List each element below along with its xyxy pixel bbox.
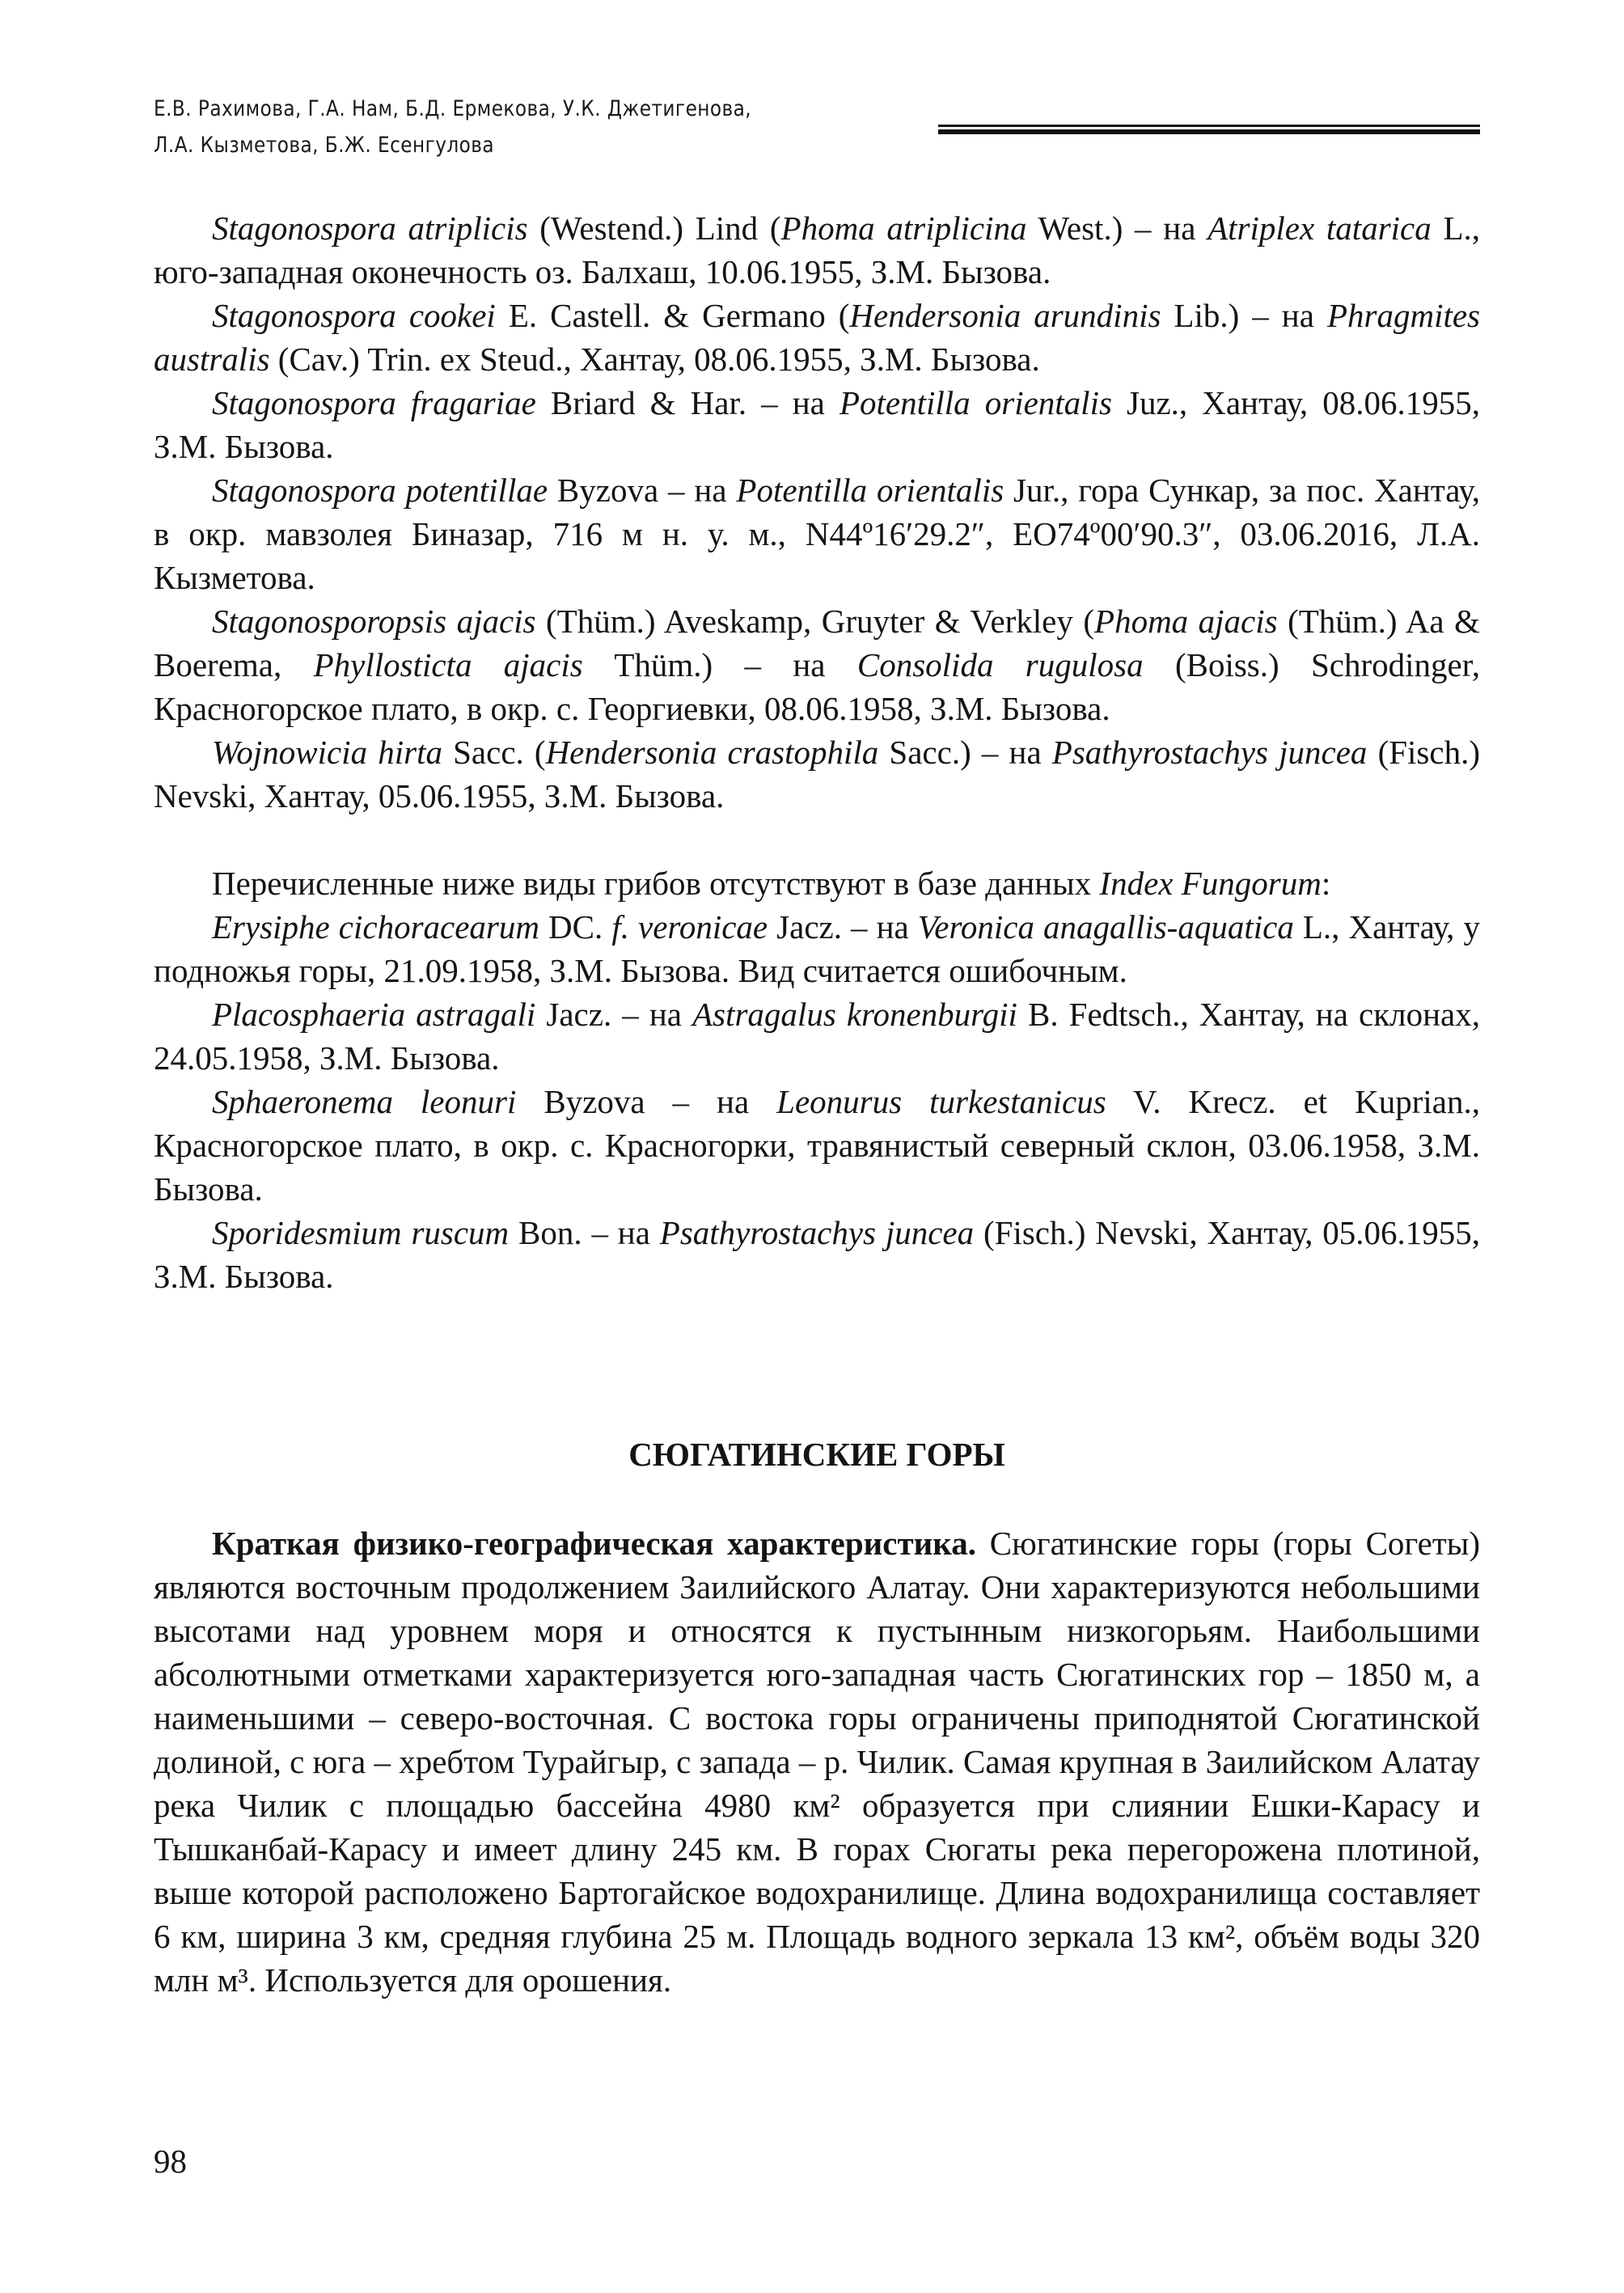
authors-line-2: Л.А. Кызметова, Б.Ж. Есенгулова [154,133,495,158]
running-header [154,91,1480,171]
species-entry: Stagonosporopsis ajacis (Thüm.) Aveskamp, Gruyter & Verkley (Phoma ajacis (Thüm.) Aa & Boerema, Phyllosticta ajacis Thüm.) – на Consolida rugulosa (Boiss.) Schrodinger, Красногорское плато, в окр. с. Георгиевки, 08.06.1958, З.М. Бызова. [154,603,1480,727]
species-entry: Stagonospora fragariae Briard & Har. – на Potentilla orientalis Juz., Хантау, 08.06.1955, З.М. Бызова. [154,384,1480,465]
species-entry: Erysiphe cichoracearum DC. f. veronicae Jacz. – на Veronica anagallis-aquatica L., Хантау, у подножья горы, 21.09.1958, З.М. Бызова. Вид считается ошибочным. [154,908,1480,989]
species-entry: Stagonospora atriplicis (Westend.) Lind (Phoma atriplicina West.) – на Atriplex tatarica L., юго-западная оконечность оз. Балхаш, 10.06.1955, З.М. Бызова. [154,209,1480,290]
authors [154,91,751,163]
page-number: 98 [154,2143,187,2180]
authors-line-1: Е.В. Рахимова, Г.А. Нам, Б.Д. Ермекова, У.К. Джетигенова, [154,96,752,121]
species-entry: Placosphaeria astragali Jacz. – на Astragalus kronenburgii B. Fedtsch., Хантау, на склонах, 24.05.1958, З.М. Бызова. [154,996,1480,1077]
species-entry: Wojnowicia hirta Sacc. (Hendersonia crastophila Sacc.) – на Psathyrostachys juncea (Fisch.) Nevski, Хантау, 05.06.1955, З.М. Бызова. [154,734,1480,814]
section-paragraph: Краткая физико-географическая характеристика. Сюгатинские горы (горы Согеты) являются восточным продолжением Заилийского Алатау. Они характеризуются небольшими высотами над уровнем моря и относятся к пустынным низкогорьям. Наибольшими абсолютными отметками характеризуется юго-западная часть Сюгатинских гор – 1850 м, а наименьшими – северо-восточная. С востока горы ограничены приподнятой Сюгатинской долиной, с юга – хребтом Турайгыр, с запада – р. Чилик. Самая крупная в Заилийском Алатау река Чилик с площадью бассейна 4980 км² образуется при слиянии Ешки-Карасу и Тышканбай-Карасу и имеет длину 245 км. В горах Сюгаты река перегорожена плотиной, выше которой расположено Бартогайское водохранилище. Длина водохранилища составляет 6 км, ширина 3 км, средняя глубина 25 м. Площадь водного зеркала 13 км², объём воды 320 млн м³. Используется для орошения. [154,1525,1481,1999]
header-rule [938,125,1480,134]
section-heading: СЮГАТИНСКИЕ ГОРЫ [628,1436,1005,1473]
absent-species-intro: Перечисленные ниже виды грибов отсутствуют в базе данных Index Fungorum: [212,865,1331,902]
species-entry: Stagonospora cookei E. Castell. & Germano (Hendersonia arundinis Lib.) – на Phragmites australis (Cav.) Trin. ex Steud., Хантау, 08.06.1955, З.М. Бызова. [154,297,1481,378]
paragraph-lead: Краткая физико-географическая характеристика. [212,1525,976,1562]
species-entry: Sphaeronema leonuri Byzova – на Leonurus turkestanicus V. Krecz. et Kuprian., Красногорское плато, в окр. с. Красногорки, травянистый северный склон, 03.06.1958, З.М. Бызова. [154,1083,1481,1208]
species-entry: Sporidesmium ruscum Bon. – на Psathyrostachys juncea (Fisch.) Nevski, Хантау, 05.06.1955, З.М. Бызова. [154,1214,1480,1295]
species-entry: Stagonospora potentillae Byzova – на Potentilla orientalis Jur., гора Сункар, за пос. Хантау, в окр. мавзолея Биназар, 716 м н. у. м., N44º16′29.2″, ЕО74º00′90.3″, 03.06.2016, Л.А. Кызметова. [154,472,1480,596]
page-body [154,206,1480,2002]
